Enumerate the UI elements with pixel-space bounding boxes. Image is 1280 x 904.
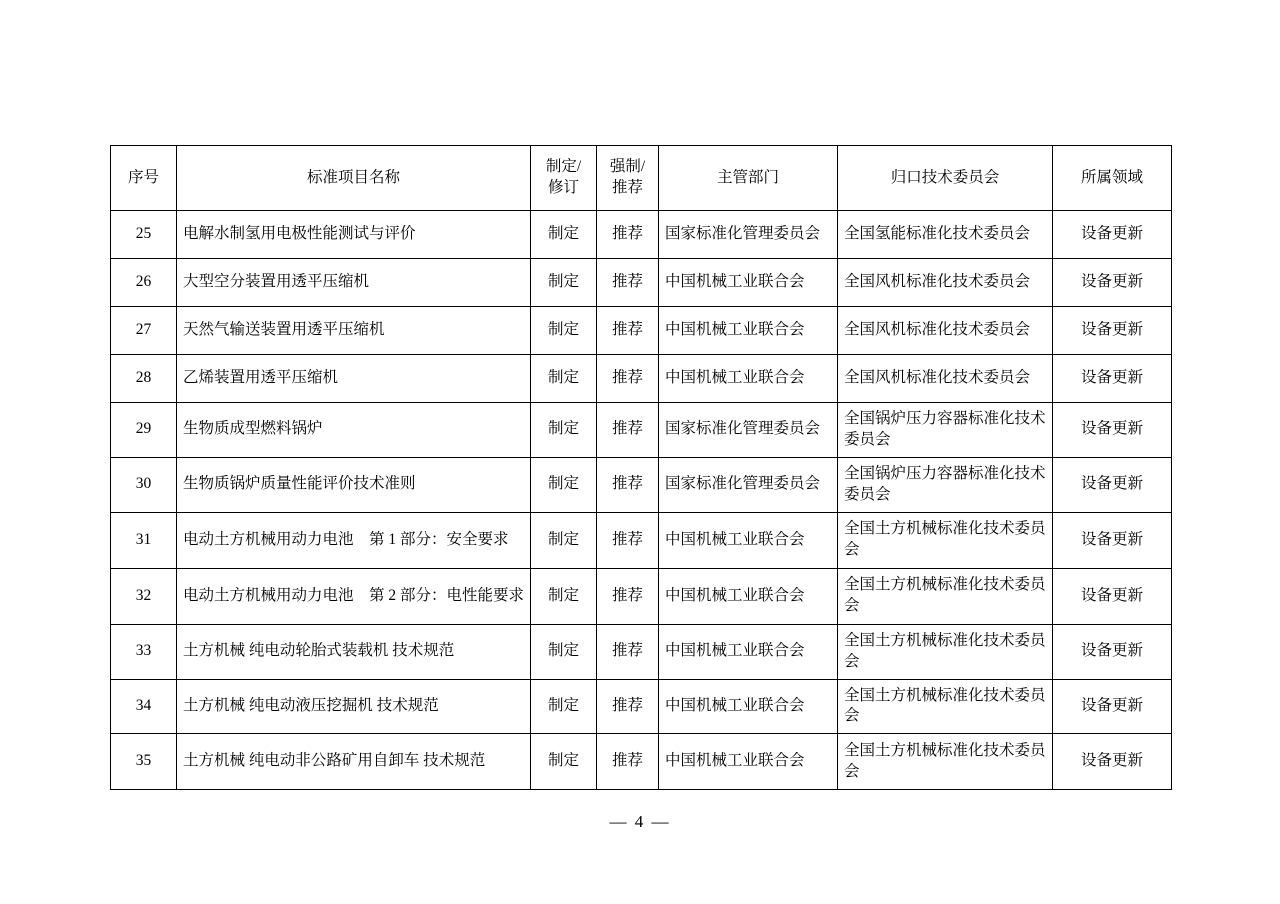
- cell-type: 制定: [531, 624, 597, 679]
- column-header-force-line1: 强制/: [609, 158, 646, 176]
- cell-force: 推荐: [597, 568, 659, 624]
- column-header-type-line2: 修订: [547, 179, 579, 196]
- cell-seq: 30: [111, 457, 177, 512]
- cell-dept: 国家标准化管理委员会: [659, 457, 838, 512]
- cell-force: 推荐: [597, 403, 659, 458]
- cell-type: 制定: [531, 457, 597, 512]
- cell-type: 制定: [531, 734, 597, 790]
- cell-force: 推荐: [597, 211, 659, 259]
- cell-seq: 26: [111, 259, 177, 307]
- cell-dept: 中国机械工业联合会: [659, 512, 838, 568]
- cell-force: 推荐: [597, 307, 659, 355]
- cell-tc: 全国土方机械标准化技术委员会: [838, 568, 1053, 624]
- standards-table-container: [110, 145, 1171, 790]
- table-header: [111, 146, 1172, 211]
- cell-tc: 全国土方机械标准化技术委员会: [838, 512, 1053, 568]
- cell-name: 土方机械 纯电动液压挖掘机 技术规范: [177, 679, 531, 734]
- cell-seq: 25: [111, 211, 177, 259]
- cell-type: 制定: [531, 355, 597, 403]
- cell-tc: 全国风机标准化技术委员会: [838, 307, 1053, 355]
- cell-name: 生物质锅炉质量性能评价技术准则: [177, 457, 531, 512]
- cell-field: 设备更新: [1053, 403, 1172, 458]
- table-row: [111, 679, 1172, 734]
- cell-name: 土方机械 纯电动轮胎式装载机 技术规范: [177, 624, 531, 679]
- cell-field: 设备更新: [1053, 512, 1172, 568]
- cell-seq: 35: [111, 734, 177, 790]
- cell-dept: 中国机械工业联合会: [659, 734, 838, 790]
- cell-type: 制定: [531, 568, 597, 624]
- cell-force: 推荐: [597, 512, 659, 568]
- cell-name: 生物质成型燃料锅炉: [177, 403, 531, 458]
- column-header-field: 所属领域: [1053, 146, 1172, 211]
- column-header-type: [531, 146, 597, 211]
- cell-dept: 国家标准化管理委员会: [659, 211, 838, 259]
- column-header-force-line2: 推荐: [611, 179, 643, 196]
- cell-force: 推荐: [597, 355, 659, 403]
- cell-force: 推荐: [597, 259, 659, 307]
- column-header-type-line1: 制定/: [545, 158, 582, 176]
- cell-type: 制定: [531, 259, 597, 307]
- cell-field: 设备更新: [1053, 679, 1172, 734]
- cell-tc: 全国土方机械标准化技术委员会: [838, 734, 1053, 790]
- cell-seq: 27: [111, 307, 177, 355]
- table-row: [111, 211, 1172, 259]
- cell-field: 设备更新: [1053, 355, 1172, 403]
- table-body: [111, 211, 1172, 790]
- cell-seq: 33: [111, 624, 177, 679]
- table-header-row: [111, 146, 1172, 211]
- cell-tc: 全国土方机械标准化技术委员会: [838, 679, 1053, 734]
- cell-dept: 国家标准化管理委员会: [659, 403, 838, 458]
- cell-force: 推荐: [597, 457, 659, 512]
- cell-field: 设备更新: [1053, 624, 1172, 679]
- cell-field: 设备更新: [1053, 259, 1172, 307]
- table-row: [111, 259, 1172, 307]
- cell-seq: 28: [111, 355, 177, 403]
- cell-name: 电动土方机械用动力电池 第 1 部分：安全要求: [177, 512, 531, 568]
- cell-field: 设备更新: [1053, 734, 1172, 790]
- cell-name: 天然气输送装置用透平压缩机: [177, 307, 531, 355]
- cell-tc: 全国土方机械标准化技术委员会: [838, 624, 1053, 679]
- cell-field: 设备更新: [1053, 457, 1172, 512]
- cell-field: 设备更新: [1053, 307, 1172, 355]
- column-header-seq: 序号: [111, 146, 177, 211]
- cell-name: 大型空分装置用透平压缩机: [177, 259, 531, 307]
- table-row: [111, 734, 1172, 790]
- cell-dept: 中国机械工业联合会: [659, 355, 838, 403]
- cell-name: 电解水制氢用电极性能测试与评价: [177, 211, 531, 259]
- table-row: [111, 457, 1172, 512]
- column-header-name: 标准项目名称: [177, 146, 531, 211]
- cell-tc: 全国风机标准化技术委员会: [838, 259, 1053, 307]
- cell-name: 电动土方机械用动力电池 第 2 部分：电性能要求: [177, 568, 531, 624]
- cell-force: 推荐: [597, 679, 659, 734]
- cell-dept: 中国机械工业联合会: [659, 679, 838, 734]
- cell-tc: 全国锅炉压力容器标准化技术委员会: [838, 403, 1053, 458]
- cell-field: 设备更新: [1053, 568, 1172, 624]
- table-row: [111, 568, 1172, 624]
- cell-tc: 全国氢能标准化技术委员会: [838, 211, 1053, 259]
- table-row: [111, 624, 1172, 679]
- cell-field: 设备更新: [1053, 211, 1172, 259]
- cell-type: 制定: [531, 211, 597, 259]
- cell-type: 制定: [531, 679, 597, 734]
- cell-force: 推荐: [597, 734, 659, 790]
- cell-dept: 中国机械工业联合会: [659, 568, 838, 624]
- table-row: [111, 403, 1172, 458]
- table-row: [111, 512, 1172, 568]
- standards-table: [110, 145, 1172, 790]
- column-header-force: [597, 146, 659, 211]
- cell-type: 制定: [531, 512, 597, 568]
- cell-tc: 全国锅炉压力容器标准化技术委员会: [838, 457, 1053, 512]
- table-row: [111, 355, 1172, 403]
- cell-name: 乙烯装置用透平压缩机: [177, 355, 531, 403]
- column-header-tc: 归口技术委员会: [838, 146, 1053, 211]
- cell-name: 土方机械 纯电动非公路矿用自卸车 技术规范: [177, 734, 531, 790]
- cell-dept: 中国机械工业联合会: [659, 624, 838, 679]
- cell-force: 推荐: [597, 624, 659, 679]
- cell-tc: 全国风机标准化技术委员会: [838, 355, 1053, 403]
- cell-seq: 31: [111, 512, 177, 568]
- cell-seq: 29: [111, 403, 177, 458]
- cell-seq: 32: [111, 568, 177, 624]
- cell-type: 制定: [531, 403, 597, 458]
- cell-dept: 中国机械工业联合会: [659, 259, 838, 307]
- column-header-dept: 主管部门: [659, 146, 838, 211]
- table-row: [111, 307, 1172, 355]
- cell-seq: 34: [111, 679, 177, 734]
- page-number: — 4 —: [609, 812, 671, 831]
- cell-dept: 中国机械工业联合会: [659, 307, 838, 355]
- cell-type: 制定: [531, 307, 597, 355]
